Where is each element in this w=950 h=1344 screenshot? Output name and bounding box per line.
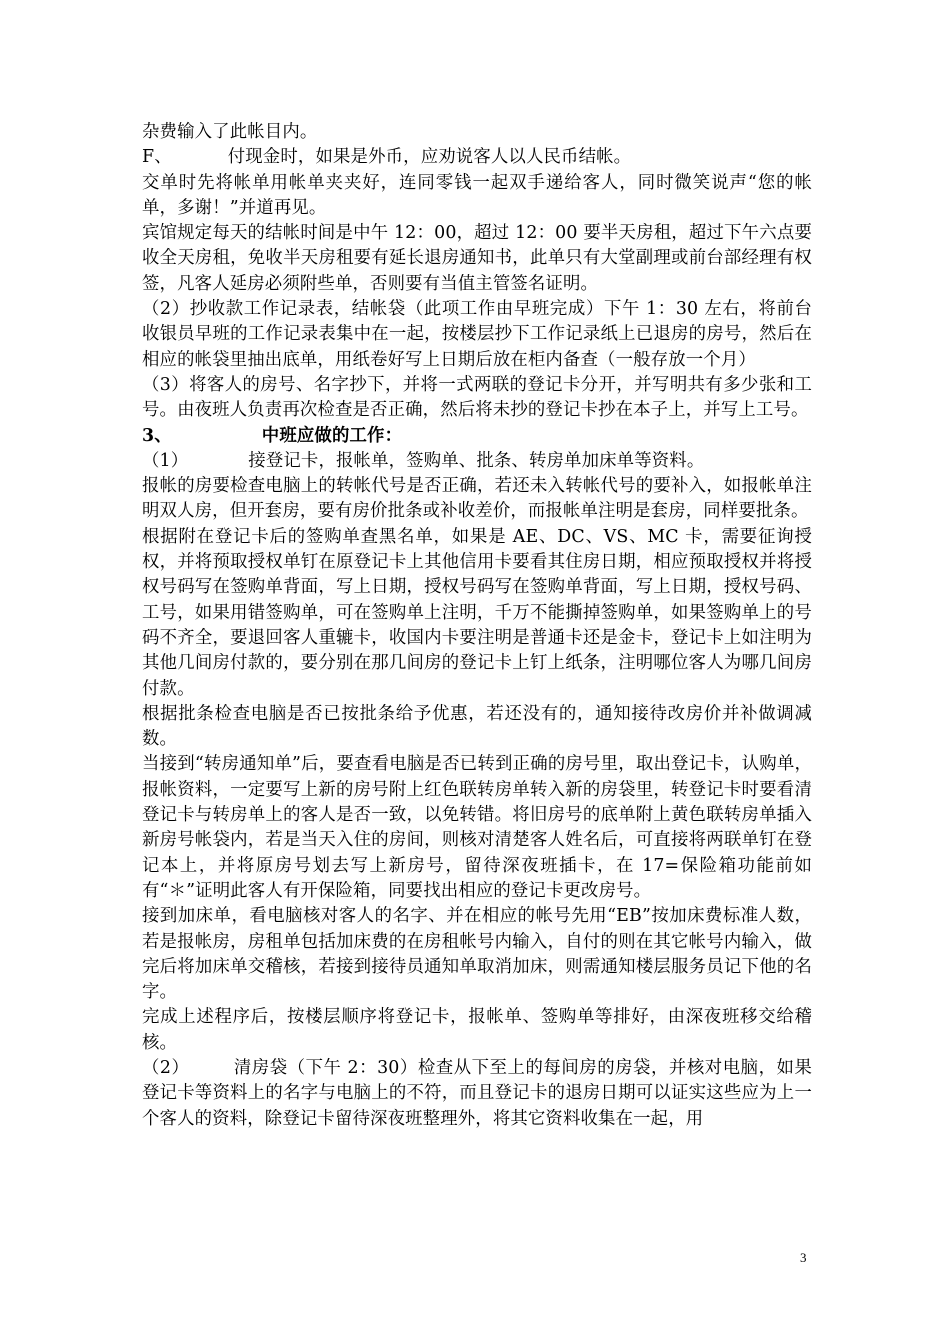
document-body — [142, 120, 812, 1132]
page-number: 3 — [800, 1250, 807, 1265]
paragraph: 当接到“转房通知单”后，要查看电脑是否已转到正确的房号里，取出登记卡，认购单，报帐资料，一定要写上新的房号附上红色联转房单转入新的房袋里，转登记卡时要看清登记卡与转房单上的客人是否一致，以免转错。将旧房号的底单附上黄色联转房单插入新房号帐袋内，若是当天入住的房间，则核对清楚客人姓名后，可直接将两联单钉在登记本上，并将原房号划去写上新房号，留待深夜班插卡，在 17=保险箱功能前如有“＊”证明此客人有开保险箱，同要找出相应的登记卡更改房号。 — [142, 754, 812, 901]
heading-text: 中班应做的工作： — [261, 425, 403, 446]
paragraph: （3）将客人的房号、名字抄下，并将一式两联的登记卡分开，并写明共有多少张和工号。由夜班人负责再次检查是否正确，然后将未抄的登记卡抄在本子上，并写上工号。 — [142, 374, 812, 421]
paragraph: 杂费输入了此帐目内。 — [142, 122, 318, 142]
section-heading — [142, 424, 812, 449]
heading-number: 3、 — [142, 425, 172, 446]
list-label: （1） — [142, 450, 189, 471]
paragraph-text: 清房袋（下午 2：30）检查从下至上的每间房的房袋，并核对电脑，如果登记卡等资料上的名字与电脑上的不符，而且登记卡的退房日期可以证实这些应为上一个客人的资料，除登记卡留待深夜班整理外，将其它资料收集在一起，用 — [142, 1057, 813, 1129]
paragraph: 根据批条检查电脑是否已按批条给予优惠，若还没有的，通知接待改房价并补做调减数。 — [142, 703, 812, 750]
paragraph: 报帐的房要检查电脑上的转帐代号是否正确，若还未入转帐代号的要补入，如报帐单注明双人房，但开套房，要有房价批条或补收差价，而报帐单注明是套房，同样要批条。 — [142, 476, 812, 522]
paragraph: 接到加床单，看电脑核对客人的名字、并在相应的帐号先用“EB”按加床费标准人数，若是报帐房，房租单包括加床费的在房租帐号内输入，自付的则在其它帐号内输入，做完后将加床单交稽核，若接到接待员通知单取消加床，则需通知楼层服务员记下他的名字。 — [142, 906, 812, 1003]
paragraph — [142, 1056, 812, 1132]
paragraph — [142, 145, 812, 170]
paragraph: 宾馆规定每天的结帐时间是中午 12：00，超过 12：00 要半天房租，超过下午六点要收全天房租，免收半天房租要有延长退房通知书，此单只有大堂副理或前台部经理有权签，凡客人延房必须附些单，否则要有当值主管签名证明。 — [142, 223, 812, 294]
list-label: （2） — [142, 1057, 190, 1078]
paragraph: 根据附在登记卡后的签购单查黑名单，如果是 AE、DC、VS、MC 卡，需要征询授权，并将预取授权单钉在原登记卡上其他信用卡要看其住房日期，相应预取授权并将授权号码写在签购单背面，写上日期，授权号码写在签购单背面，写上日期，授权号码、工号，如果用错签购单，可在签购单上注明，千万不能撕掉签购单，如果签购单上的号码不齐全，要退回客人重辘卡，收国内卡要注明是普通卡还是金卡，登记卡上如注明为其他几间房付款的，要分别在那几间房的登记卡上钉上纸条，注明哪位客人为哪几间房付款。 — [142, 526, 812, 699]
paragraph-text: 接登记卡，报帐单，签购单、批条、转房单加床单等资料。 — [248, 450, 705, 471]
paragraph — [142, 449, 812, 474]
paragraph: 交单时先将帐单用帐单夹夹好，连同零钱一起双手递给客人，同时微笑说声“您的帐单，多谢！”并道再见。 — [142, 172, 812, 218]
list-label: F、 — [142, 147, 172, 168]
paragraph-text: 付现金时，如果是外币，应劝说客人以人民币结帐。 — [227, 147, 632, 168]
paragraph: 完成上述程序后，按楼层顺序将登记卡，报帐单、签购单等排好，由深夜班移交给稽核。 — [142, 1007, 812, 1053]
paragraph: （2）抄收款工作记录表，结帐袋（此项工作由早班完成）下午 1：30 左右，将前台收银员早班的工作记录表集中在一起，按楼层抄下工作记录纸上已退房的房号，然后在相应的帐袋里抽出底单，用纸卷好写上日期后放在柜内备查（一般存放一个月） — [142, 299, 812, 370]
